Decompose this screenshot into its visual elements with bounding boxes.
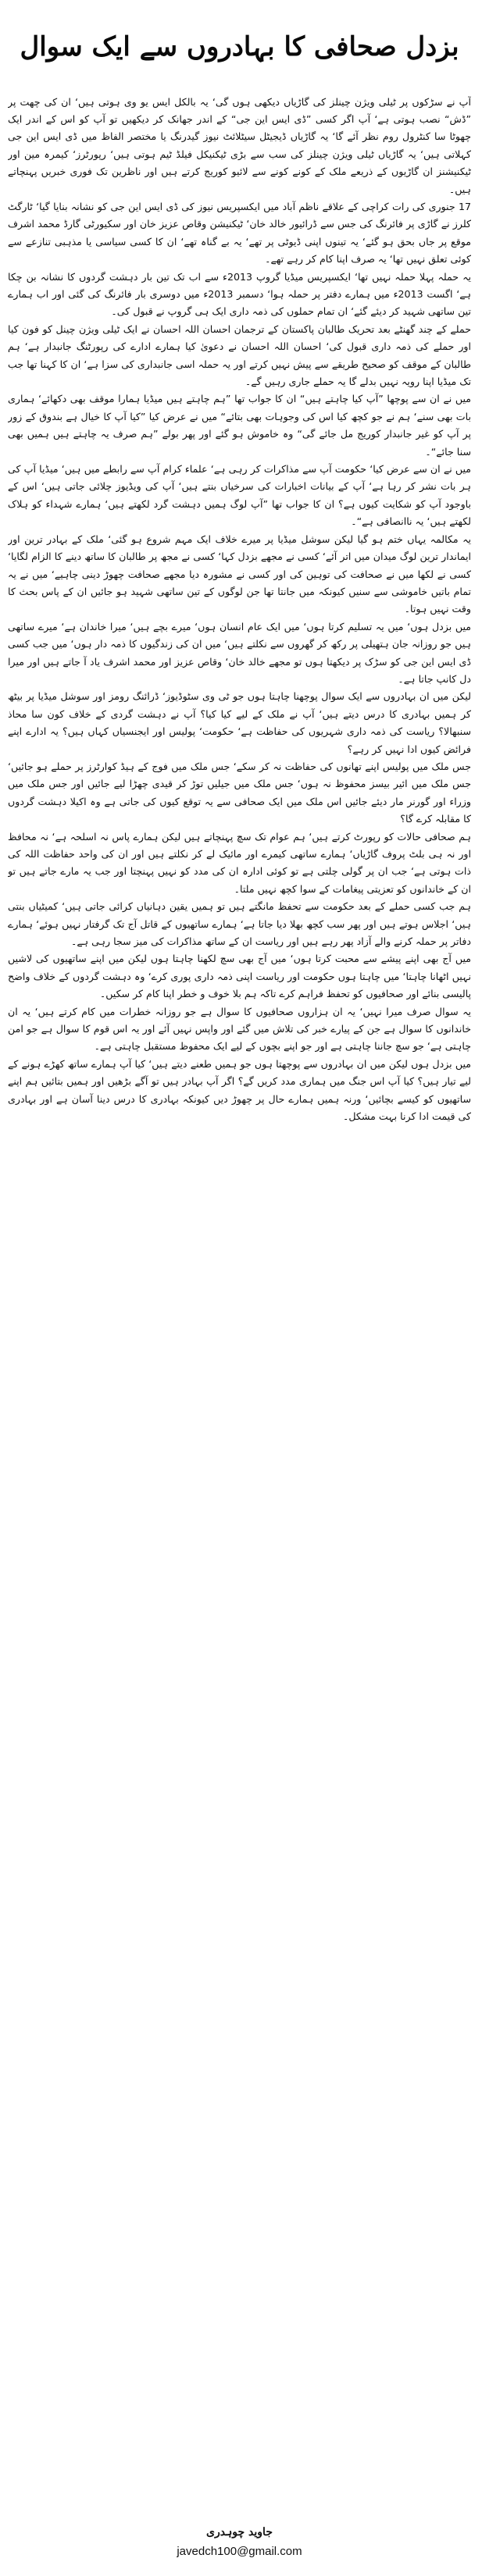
paragraph: یہ حملہ پہلا حملہ نہیں تھا‘ ایکسپریس میڈیا گروپ 2013ء سے اب تک تین بار دہشت گردوں کا نشانہ بن چکا ہے‘ اگست 2013ء میں ہمارے دفتر پر حملہ ہوا‘ دسمبر 2013ء میں دوسری بار فائرنگ کی گئی اور اب ہمارے تین ساتھی شہید کر دیئے گئے‘ ان تمام حملوں کی ذمہ داری ایک ہی گروپ نے قبول کی۔	[8, 270, 471, 318]
column-body	[8, 94, 471, 2534]
paragraph: 17 جنوری کی رات کراچی کے علاقے ناظم آباد میں ایکسپریس نیوز کی ڈی ایس این جی کو نشانہ بنایا گیا‘ ٹارگٹ کلرز نے گاڑی پر فائرنگ کی جس سے ڈرائیور خالد خان‘ ٹیکنیشن وقاص عزیز خان اور سکیورٹی گارڈ محمد اشرف موقع پر جاں بحق ہو گئے‘ یہ تینوں اپنی ڈیوٹی پر تھے‘ یہ بے گناہ تھے‘ ان کا کسی سیاسی یا مذہبی تنازعے سے کوئی تعلق نہیں تھا‘ یہ صرف اپنا کام کر رہے تھے۔	[8, 200, 471, 265]
author-name: جاوید چوہدری	[206, 2526, 273, 2539]
paragraph: حملے کے چند گھنٹے بعد تحریک طالبان پاکستان کے ترجمان احسان اللہ احسان نے ایک ٹیلی ویژن چینل کو فون کیا اور حملے کی ذمہ داری قبول کی‘ احسان اللہ احسان نے دعویٰ کیا ہمارے ادارے کی رپورٹنگ جانبدار ہے‘ ہم طالبان کے موقف کو صحیح طریقے سے پیش نہیں کرتے اور یہ حملہ اسی جانبداری کی سزا ہے‘ ان کا کہنا تھا جب تک میڈیا اپنا رویہ نہیں بدلے گا یہ حملے جاری رہیں گے۔	[8, 322, 471, 388]
author-email[interactable]: javedch100@gmail.com	[177, 2545, 302, 2558]
column-headline: بزدل صحافی کا بہادروں سے ایک سوال	[20, 31, 459, 63]
paragraph: میں بزدل ہوں لیکن میں ان بہادروں سے پوچھتا ہوں جو ہمیں طعنے دیتے ہیں‘ کیا آپ ہمارے ساتھ کھڑے ہونے کے لیے تیار ہیں؟ کیا آپ اس جنگ میں ہماری مدد کریں گے؟ اگر آپ بہادر ہیں تو آگے بڑھیں اور ہمیں بتائیں ہم اپنے ساتھیوں کو کیسے بچائیں‘ ورنہ ہمیں ہمارے حال پر چھوڑ دیں کیونکہ بہادری کا درس دینا آسان ہے اور بہادری کی قیمت ادا کرنا بہت مشکل۔	[8, 1057, 471, 1123]
paragraph: ہم صحافی حالات کو رپورٹ کرتے ہیں‘ ہم عوام تک سچ پہنچاتے ہیں لیکن ہمارے پاس نہ اسلحہ ہے‘ نہ محافظ اور نہ ہی بلٹ پروف گاڑیاں‘ ہمارے ساتھی کیمرے اور مائیک لے کر نکلتے ہیں اور ان کی واحد حفاظت اللہ کی ذات ہوتی ہے‘ جب ان پر گولی چلتی ہے تو کوئی ادارہ ان کی مدد کو نہیں پہنچتا اور جب یہ مارے جاتے ہیں تو ان کے خاندانوں کو تعزیتی پیغامات کے سوا کچھ نہیں ملتا۔	[8, 830, 471, 895]
paragraph: آپ نے سڑکوں پر ٹیلی ویژن چینلز کی گاڑیاں دیکھی ہوں گی‘ یہ بالکل ایس یو وی ہوتی ہیں‘ ان کی چھت پر ”ڈش“ نصب ہوتی ہے‘ آپ اگر کسی ”ڈی ایس این جی“ کے اندر جھانک کر دیکھیں تو آپ کو اس کے اندر ایک چھوٹا سا کنٹرول روم نظر آئے گا‘ یہ گاڑیاں ڈیجیٹل سیٹلائٹ نیوز گیدرنگ یا مختصر الفاظ میں ڈی ایس این جی کہلاتی ہیں‘ یہ گاڑیاں ٹیلی ویژن چینلز کی سب سے بڑی ٹیکنیکل فیلڈ ٹیم ہوتی ہیں‘ رپورٹرز‘ کیمرہ مین اور ٹیکنیشنز ان گاڑیوں کے ذریعے ملک کے کونے کونے سے لائیو کوریج کرتے ہیں اور ناظرین تک فوری خبریں پہنچاتے ہیں۔	[8, 95, 471, 195]
paragraph: میں نے ان سے عرض کیا‘ حکومت آپ سے مذاکرات کر رہی ہے‘ علماء کرام آپ سے رابطے میں ہیں‘ میڈیا آپ کی ہر بات نشر کر رہا ہے‘ آپ کے بیانات اخبارات کی سرخیاں بنتے ہیں‘ آپ کی ویڈیوز چلائی جاتی ہیں‘ اس کے باوجود آپ کو شکایت کیوں ہے؟ ان کا جواب تھا ”آپ لوگ ہمیں دہشت گرد لکھتے ہیں‘ ہمارے شہداء کو ہلاک لکھتے ہیں‘ یہ ناانصافی ہے“۔	[8, 463, 471, 528]
paragraph: لیکن میں ان بہادروں سے ایک سوال پوچھنا چاہتا ہوں جو ٹی وی سٹوڈیوز‘ ڈرائنگ رومز اور سوشل میڈیا پر بیٹھ کر ہمیں بہادری کا درس دیتے ہیں‘ آپ نے ملک کے لیے کیا کیا؟ آپ نے دہشت گردی کے خلاف کون سا محاذ سنبھالا؟ ریاست کی ذمہ داری شہریوں کی حفاظت ہے‘ حکومت‘ پولیس اور ایجنسیاں کہاں ہیں؟ یہ ادارے اپنے فرائض کیوں ادا نہیں کر رہے؟	[8, 690, 471, 755]
paragraph: میں بزدل ہوں‘ میں یہ تسلیم کرتا ہوں‘ میں ایک عام انسان ہوں‘ میرے بچے ہیں‘ میرا خاندان ہے‘ میرے ساتھی ہیں جو روزانہ جان ہتھیلی پر رکھ کر گھروں سے نکلتے ہیں‘ میں ان کی زندگیوں کا ذمہ دار ہوں‘ میں جب کسی ڈی ایس این جی کو سڑک پر دیکھتا ہوں تو مجھے خالد خان‘ وقاص عزیز اور محمد اشرف یاد آ جاتے ہیں اور میرا دل کانپ جاتا ہے۔	[8, 620, 471, 685]
paragraph: یہ مکالمہ یہاں ختم ہو گیا لیکن سوشل میڈیا پر میرے خلاف ایک مہم شروع ہو گئی‘ ملک کے بہادر ترین اور ایماندار ترین لوگ میدان میں اتر آئے‘ کسی نے مجھے بزدل کہا‘ کسی نے مجھ پر طالبان کا ساتھ دینے کا الزام لگایا‘ کسی نے لکھا میں نے صحافت کی توہین کی اور کسی نے مشورہ دیا مجھے صحافت چھوڑ دینی چاہیے‘ میں نے یہ تمام باتیں خاموشی سے سنیں کیونکہ میں جانتا تھا جن لوگوں کے تین ساتھی شہید ہو جائیں ان کے پاس بحث کا وقت نہیں ہوتا۔	[8, 533, 471, 615]
paragraph: ہم جب کسی حملے کے بعد حکومت سے تحفظ مانگتے ہیں تو ہمیں یقین دہانیاں کرائی جاتی ہیں‘ کمیٹیاں بنتی ہیں‘ اجلاس ہوتے ہیں اور پھر سب کچھ بھلا دیا جاتا ہے‘ ہمارے ساتھیوں کے قاتل آج تک گرفتار نہیں ہوئے‘ ہمارے دفاتر پر حملہ کرنے والے آزاد پھر رہے ہیں اور ریاست ان کے ساتھ مذاکرات کی میز سجا رہی ہے۔	[8, 900, 471, 948]
paragraph: میں نے ان سے پوچھا ”آپ کیا چاہتے ہیں“ ان کا جواب تھا ”ہم چاہتے ہیں میڈیا ہمارا موقف بھی دکھائے‘ ہماری بات بھی سنے‘ ہم نے جو کچھ کیا اس کی وجوہات بھی بتائے“ میں نے عرض کیا ”کیا آپ کا خیال ہے بندوق کے زور پر آپ کو غیر جانبدار کوریج مل جائے گی“ وہ خاموش ہو گئے اور پھر بولے ”ہم صرف یہ چاہتے ہیں ہمیں بھی سنا جائے“۔	[8, 393, 471, 458]
paragraph: جس ملک میں پولیس اپنے تھانوں کی حفاظت نہ کر سکے‘ جس ملک میں فوج کے ہیڈ کوارٹرز پر حملے ہو جائیں‘ جس ملک میں ائیر بیسز محفوظ نہ ہوں‘ جس ملک میں جیلیں توڑ کر قیدی چھڑا لیے جائیں اور جس ملک میں وزراء اور گورنر مار دیئے جائیں اس ملک میں ایک صحافی سے یہ توقع کیوں کی جاتی ہے وہ اکیلا دہشت گردوں کا مقابلہ کرے گا؟	[8, 760, 471, 825]
paragraph: میں آج بھی اپنے پیشے سے محبت کرتا ہوں‘ میں آج بھی سچ لکھنا چاہتا ہوں لیکن میں اپنے ساتھیوں کی لاشیں نہیں اٹھانا چاہتا‘ میں چاہتا ہوں حکومت اور ریاست اپنی ذمہ داری پوری کرے‘ وہ دہشت گردوں کے خلاف واضح پالیسی بنائے اور صحافیوں کو تحفظ فراہم کرے تاکہ ہم بلا خوف و خطر اپنا کام کر سکیں۔	[8, 953, 471, 1000]
paragraph: یہ سوال صرف میرا نہیں‘ یہ ان ہزاروں صحافیوں کا سوال ہے جو روزانہ خطرات میں کام کرتے ہیں‘ یہ ان خاندانوں کا سوال ہے جن کے پیارے خبر کی تلاش میں گئے اور واپس نہیں آئے اور یہ اس قوم کا سوال ہے جو امن چاہتی ہے‘ جو سچ جاننا چاہتی ہے اور جو اپنے بچوں کے لیے ایک محفوظ مستقبل چاہتی ہے۔	[8, 1005, 471, 1053]
